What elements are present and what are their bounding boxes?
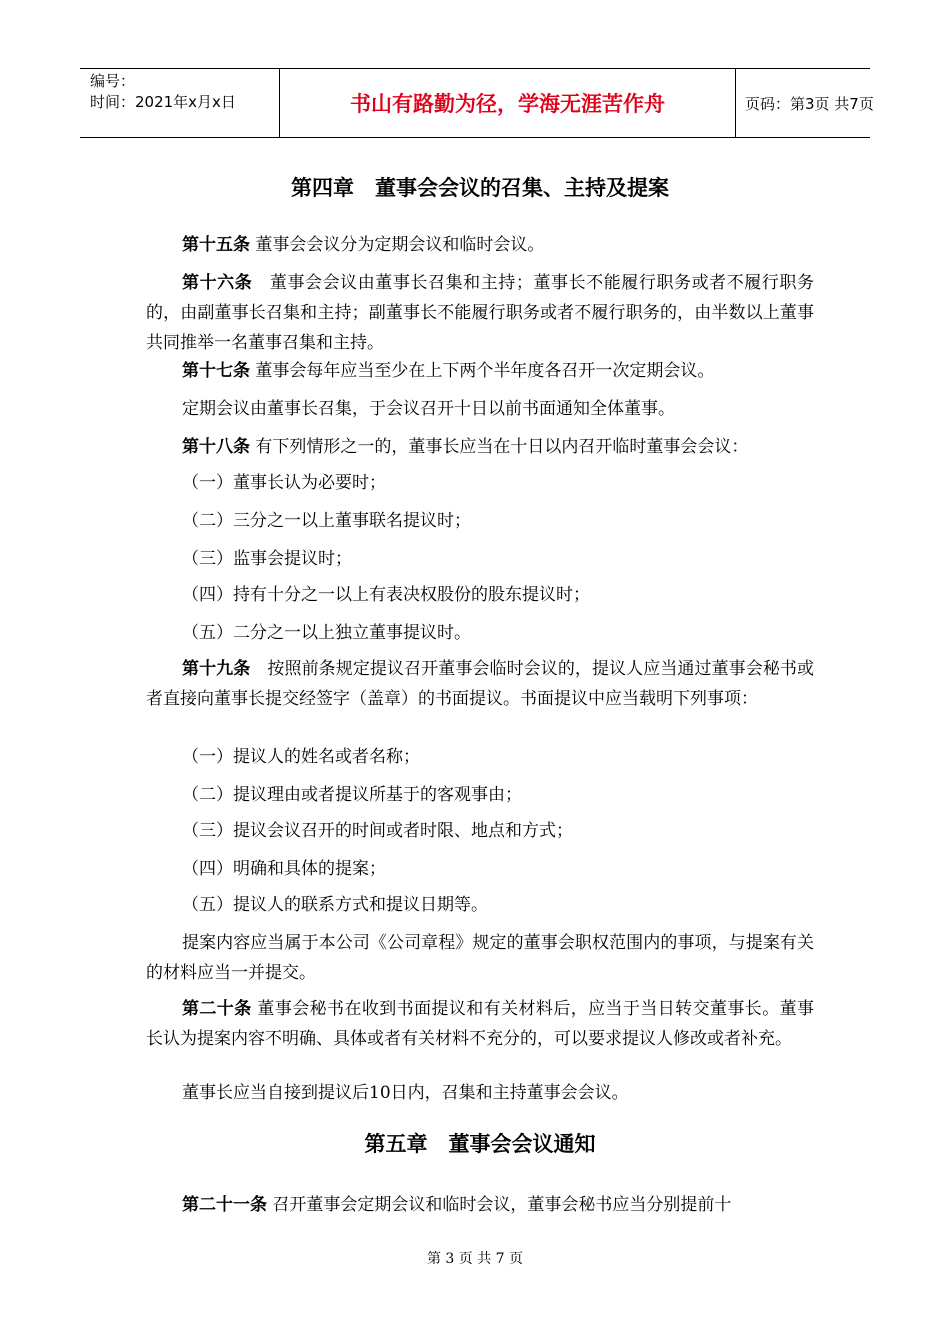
header-page-info: 页码：第3页 共7页 — [745, 94, 874, 113]
article-text: 董事会会议分为定期会议和临时会议。 — [250, 235, 545, 255]
article-19-item: （四）明确和具体的提案； — [182, 859, 386, 879]
article-19 — [146, 654, 814, 714]
article-label: 第二十条 — [182, 999, 252, 1019]
article-16 — [146, 268, 814, 358]
article-text: 召开董事会定期会议和临时会议，董事会秘书应当分别提前十 — [267, 1195, 732, 1215]
document-header — [80, 68, 874, 138]
article-17-paragraph-2: 定期会议由董事长召集，于会议召开十日以前书面通知全体董事。 — [182, 399, 675, 419]
time-label: 时间：2021年x月x日 — [90, 93, 236, 111]
article-text: 有下列情形之一的，董事长应当在十日以内召开临时董事会会议： — [250, 437, 749, 457]
article-17 — [146, 356, 814, 386]
article-18-item: （五）二分之一以上独立董事提议时。 — [182, 623, 471, 643]
article-text: 董事会会议由董事长召集和主持；董事长不能履行职务或者不履行职务的，由副董事长召集和主持；副董事长不能履行职务或者不履行职务的，由半数以上董事共同推举一名董事召集和主持。 — [146, 273, 815, 353]
article-label: 第十五条 — [182, 235, 250, 255]
article-19-item: （三）提议会议召开的时间或者时限、地点和方式； — [182, 821, 573, 841]
article-20-paragraph-2: 董事长应当自接到提议后10日内，召集和主持董事会会议。 — [182, 1083, 629, 1103]
article-19-item: （五）提议人的联系方式和提议日期等。 — [182, 895, 488, 915]
chapter-4-title: 第四章 董事会会议的召集、主持及提案 — [291, 176, 669, 200]
article-text: 董事会每年应当至少在上下两个半年度各召开一次定期会议。 — [250, 361, 715, 381]
header-meta-cell — [80, 69, 280, 137]
article-label: 第十七条 — [182, 361, 250, 381]
article-label: 第十八条 — [182, 437, 250, 457]
article-text: 按照前条规定提议召开董事会临时会议的，提议人应当通过董事会秘书或者直接向董事长提交经签字（盖章）的书面提议。书面提议中应当载明下列事项： — [146, 659, 815, 709]
chapter-5-title: 第五章 董事会会议通知 — [364, 1132, 596, 1156]
article-18-item: （三）监事会提议时； — [182, 549, 352, 569]
article-18-item: （四）持有十分之一以上有表决权股份的股东提议时； — [182, 585, 590, 605]
article-label: 第十九条 — [182, 659, 251, 679]
page-footer: 第 3 页 共 7 页 — [426, 1251, 524, 1267]
article-label: 第十六条 — [182, 273, 253, 293]
article-19-paragraph-2: 提案内容应当属于本公司《公司章程》规定的董事会职权范围内的事项，与提案有关的材料应当一并提交。 — [146, 933, 814, 983]
article-20 — [146, 994, 814, 1054]
article-15 — [146, 230, 814, 260]
article-18-item: （一）董事长认为必要时； — [182, 473, 386, 493]
article-label: 第二十一条 — [182, 1195, 267, 1215]
article-text: 董事会秘书在收到书面提议和有关材料后，应当于当日转交董事长。董事长认为提案内容不明确、具体或者有关材料不充分的，可以要求提议人修改或者补充。 — [146, 999, 814, 1049]
article-18 — [146, 432, 814, 462]
header-motto: 书山有路勤为径，学海无涯苦作舟 — [280, 69, 736, 137]
number-label: 编号： — [90, 72, 136, 90]
article-21 — [146, 1190, 814, 1220]
article-18-item: （二）三分之一以上董事联名提议时； — [182, 511, 471, 531]
article-19-item: （二）提议理由或者提议所基于的客观事由； — [182, 785, 522, 805]
article-19-item: （一）提议人的姓名或者名称； — [182, 747, 420, 767]
